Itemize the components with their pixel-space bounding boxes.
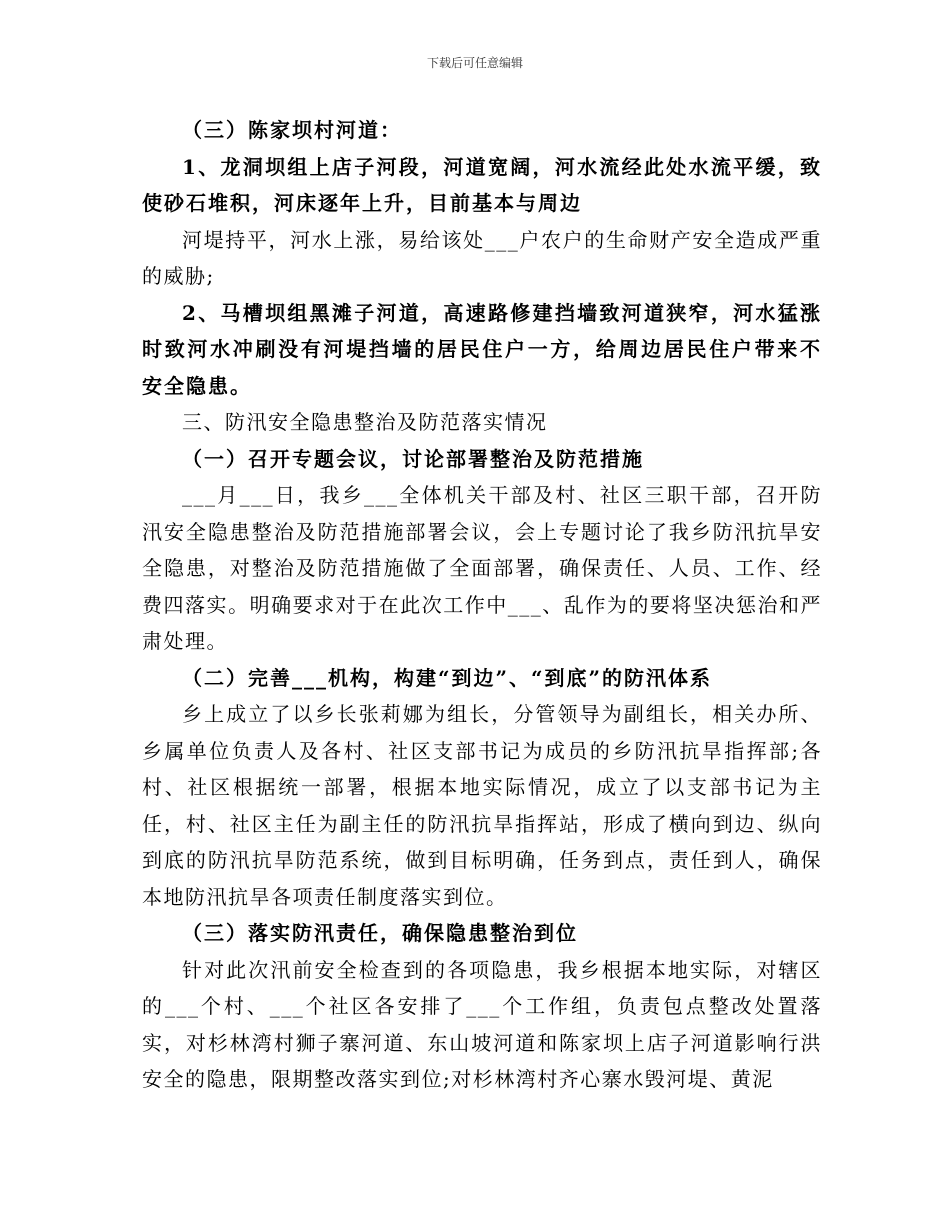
item-macaoba: 2、马槽坝组黑滩子河道，高速路修建挡墙致河道狭窄，河水猛涨时致河水冲刷没有河堤挡墙的居民住户一方，给周边居民住户带来不安全隐患。 (142, 300, 822, 398)
paragraph-meeting: ___月___日，我乡___全体机关干部及村、社区三职干部，召开防汛安全隐患整治及防范措施部署会议，会上专题讨论了我乡防汛抗旱安全隐患，对整治及防范措施做了全面部署，确保责任、人员、工作、经费四落实。明确要求对于在此次工作中___、乱作为的要将坚决惩治和严肃处理。 (142, 483, 822, 653)
item-longdongba: 1、龙洞坝组上店子河段，河道宽阔，河水流经此处水流平缓，致使砂石堆积，河床逐年上升，目前基本与周边 (142, 154, 822, 215)
paragraph-responsibility: 针对此次汛前安全检查到的各项隐患，我乡根据本地实际，对辖区的___个村、___个社区各安排了___个工作组，负责包点整改处置落实，对杉林湾村狮子寨河道、东山坡河道和陈家坝上店子河道影响行洪安全的隐患，限期整改落实到位;对杉林湾村齐心寨水毁河堤、黄泥 (142, 957, 822, 1091)
section-heading-chenjiaba: （三）陈家坝村河道： (182, 118, 402, 142)
document-body (142, 112, 822, 1098)
subheading-responsibility: （三）落实防汛责任，确保隐患整治到位 (182, 921, 578, 945)
section-heading-three: 三、防汛安全隐患整治及防范落实情况 (182, 410, 548, 434)
subheading-meeting: （一）召开专题会议，讨论部署整治及防范措施 (182, 446, 644, 471)
subheading-organization: （二）完善___机构，构建“到边”、“到底”的防汛体系 (182, 665, 713, 690)
page-header: 下载后可任意编辑 (426, 56, 523, 70)
paragraph-organization: 乡上成立了以乡长张莉娜为组长，分管领导为副组长，相关办所、乡属单位负责人及各村、社区支部书记为成员的乡防汛抗旱指挥部;各村、社区根据统一部署，根据本地实际情况，成立了以支部书记为主任，村、社区主任为副主任的防汛抗旱指挥站，形成了横向到边、纵向到底的防汛抗旱防范系统，做到目标明确，任务到点，责任到人，确保本地防汛抗旱各项责任制度落实到位。 (142, 702, 822, 909)
paragraph-embankment: 河堤持平，河水上涨，易给该处___户农户的生命财产安全造成严重的威胁; (142, 227, 822, 288)
